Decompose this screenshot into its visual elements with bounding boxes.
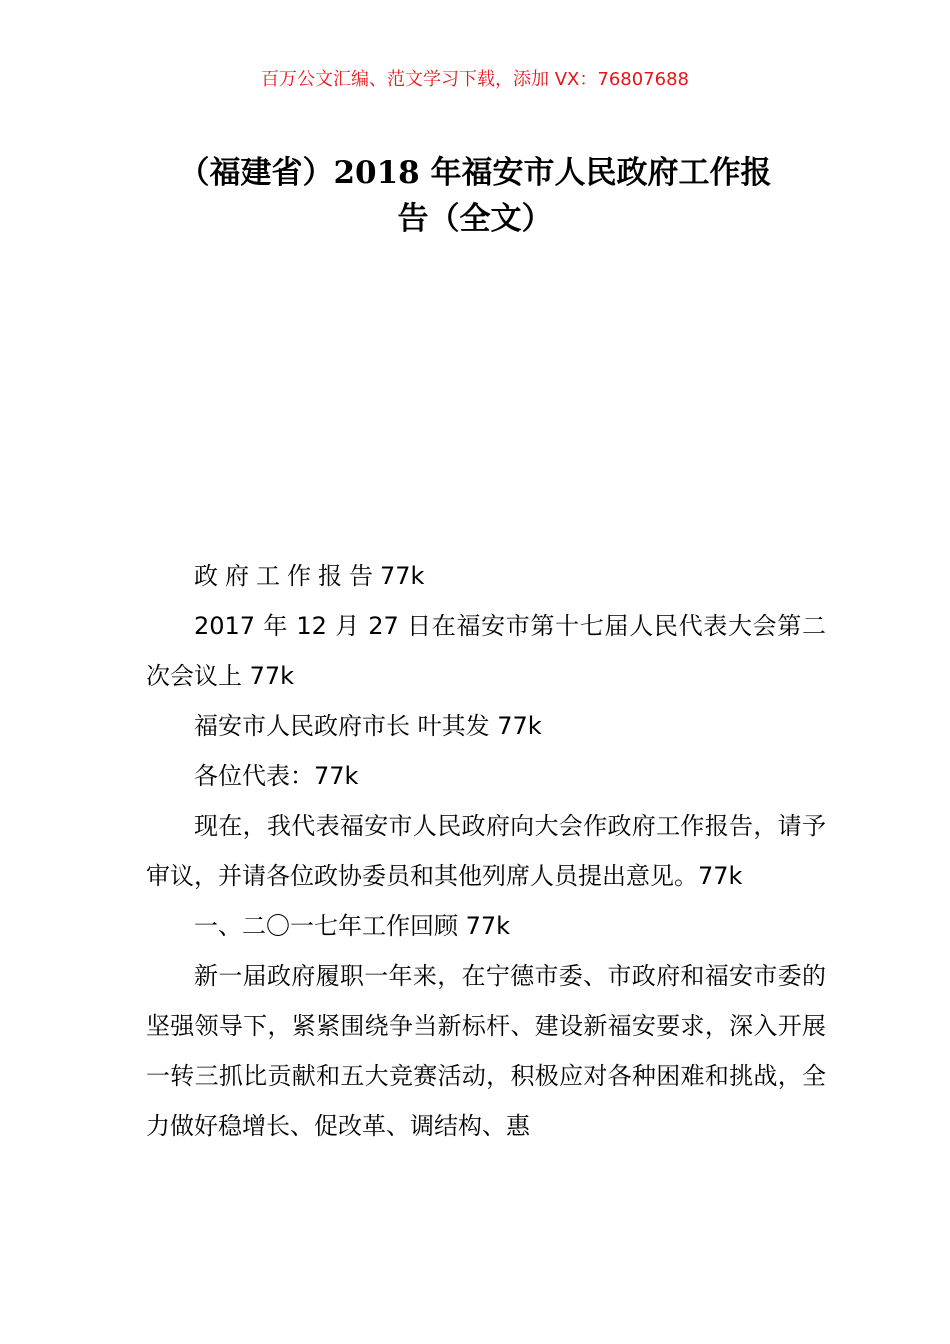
report-label-suffix: 77k [380, 562, 425, 590]
title-line-1: （福建省）2018 年福安市人民政府工作报 [178, 155, 772, 191]
paragraph-intro: 现在，我代表福安市人民政府向大会作政府工作报告，请予审议，并请各位政协委员和其他列席人员提出意见。77k [146, 812, 826, 890]
document-body [146, 551, 826, 1151]
paragraph-salutation: 各位代表：77k [194, 762, 359, 790]
paragraph-speaker: 福安市人民政府市长 叶其发 77k [194, 712, 542, 740]
paragraph-meeting: 2017 年 12 月 27 日在福安市第十七届人民代表大会第二次会议上 77k [146, 612, 826, 690]
section-heading: 一、二〇一七年工作回顾 77k [194, 912, 511, 940]
title-line-2: 告（全文） [397, 201, 553, 237]
paragraph-report-label [146, 551, 826, 601]
promo-banner: 百万公文汇编、范文学习下载，添加 VX：76807688 [261, 69, 689, 90]
paragraph-review: 新一届政府履职一年来，在宁德市委、市政府和福安市委的坚强领导下，紧紧围绕争当新标杆、建设新福安要求，深入开展一转三抓比贡献和五大竞赛活动，积极应对各种困难和挑战，全力做好稳增长、促改革、调结构、惠 [146, 962, 826, 1140]
report-label: 政府工作报告 [194, 562, 380, 590]
document-title [130, 150, 820, 242]
